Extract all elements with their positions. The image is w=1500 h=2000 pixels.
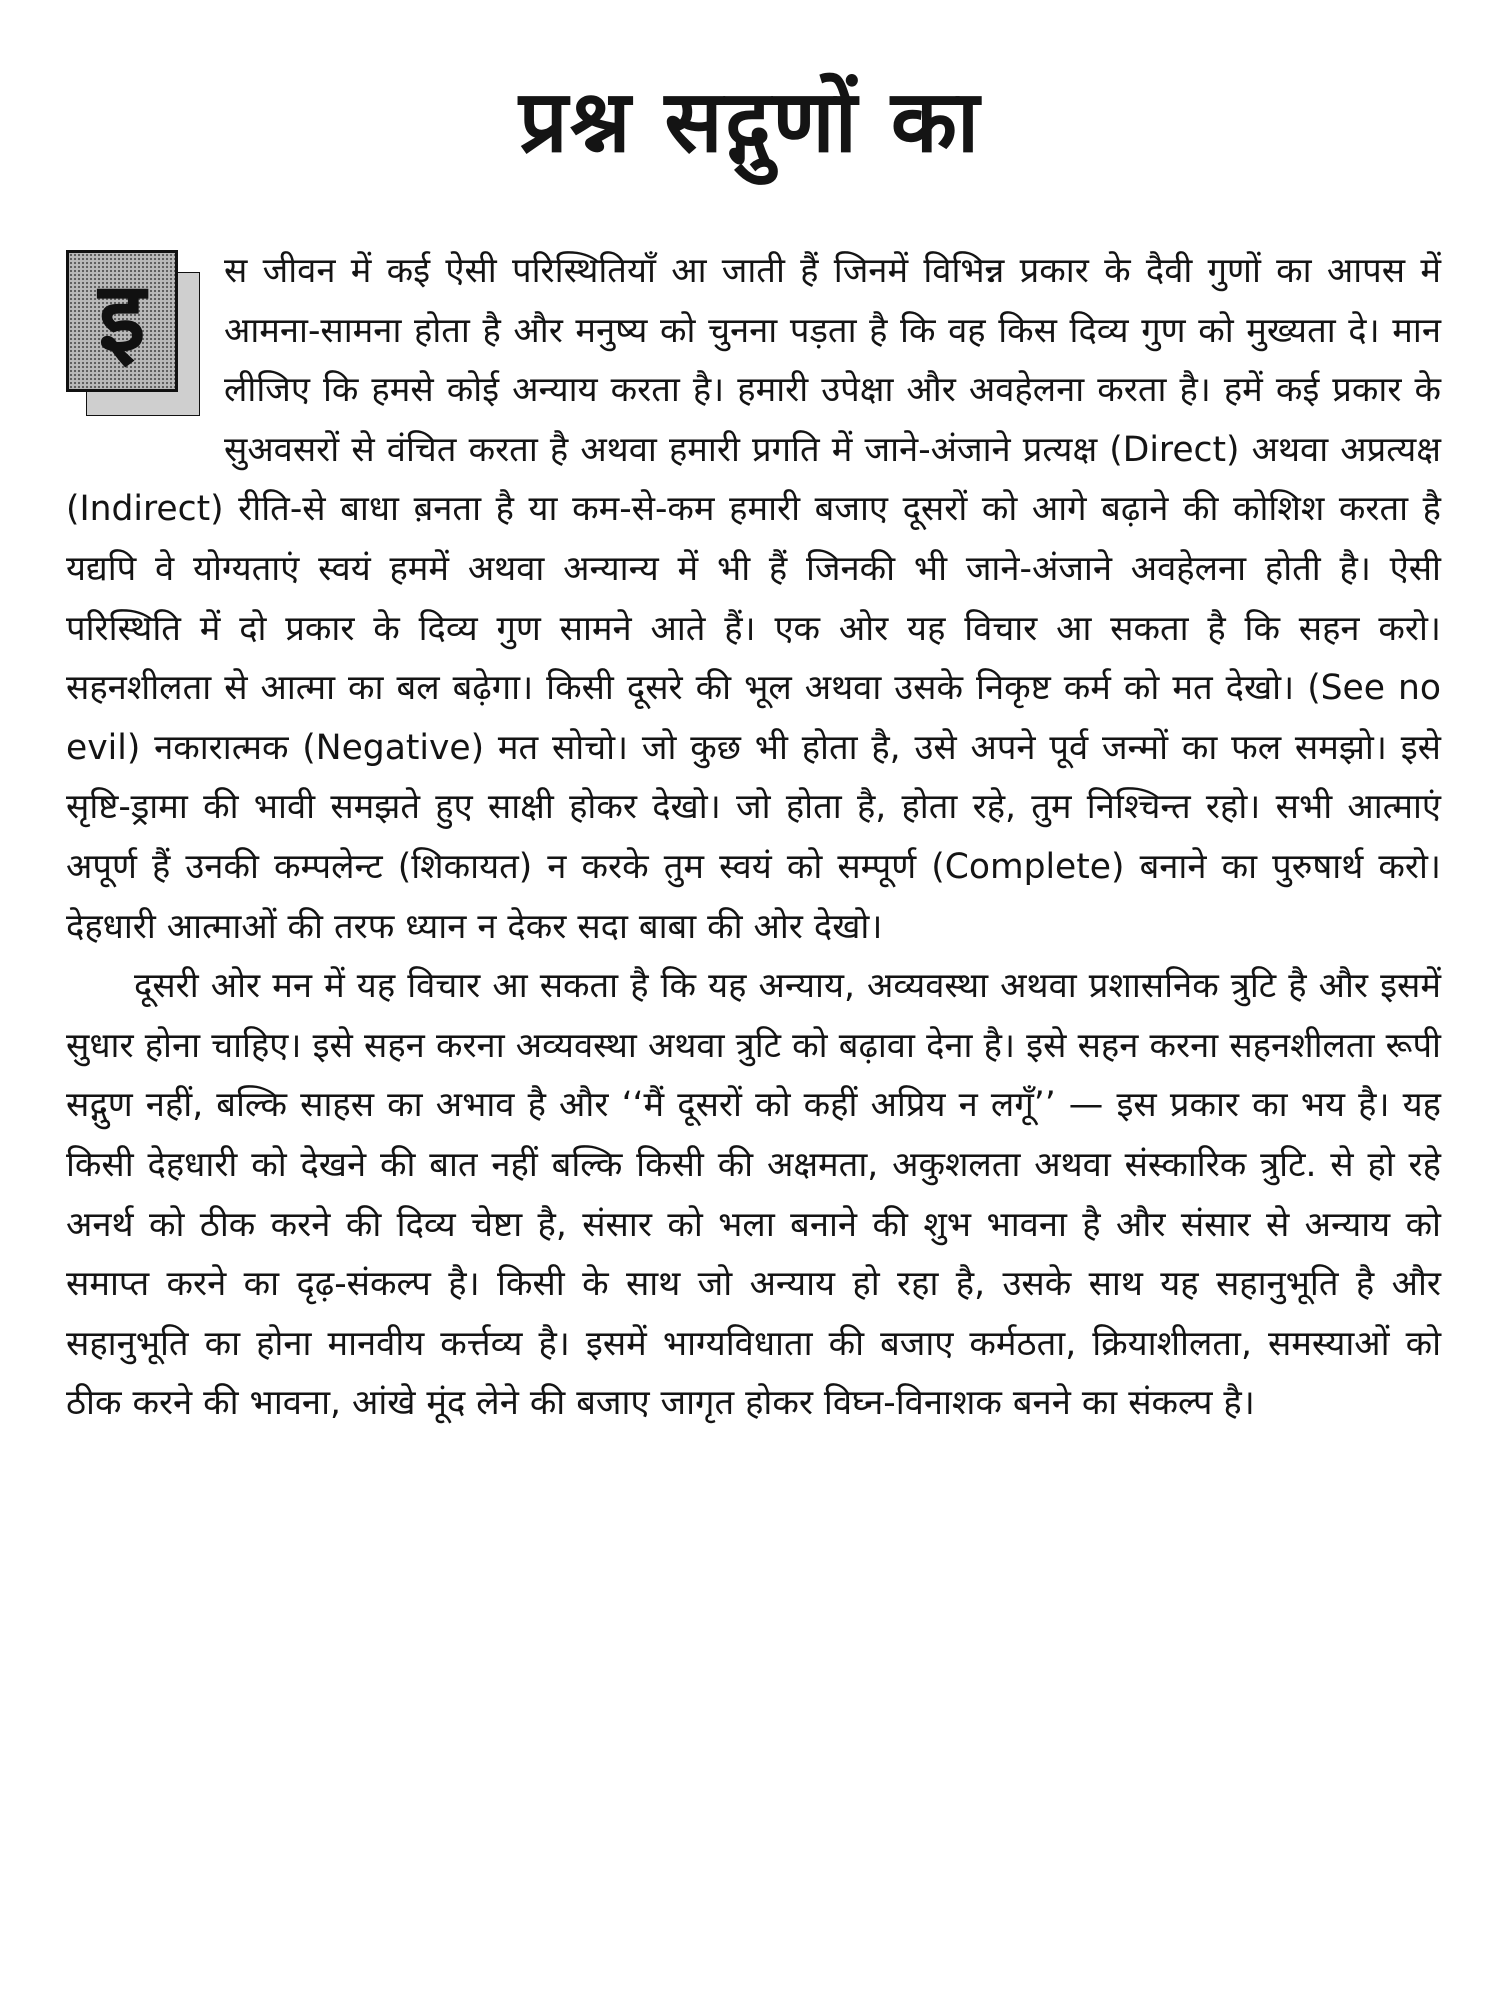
drop-cap-letter: इ <box>98 261 146 373</box>
paragraph-1 <box>66 242 1441 957</box>
paragraph-2-text: दूसरी ओर मन में यह विचार आ सकता है कि यह अन्याय, अव्यवस्था अथवा प्रशासनिक त्रुटि है और इसमें सुधार होना चाहिए। इसे सहन करना अव्यवस्था अथवा त्रुटि को बढ़ावा देना है। इसे सहन करना सहनशीलता रूपी सद्गुण नहीं, बल्कि साहस का अभाव है और ‘‘मैं दूसरों को कहीं अप्रिय न लगूँ’’ — इस प्रकार का भय है। यह किसी देहधारी को देखने की बात नहीं बल्कि किसी की अक्षमता, अकुशलता अथवा संस्कारिक त्रुटि. से हो रहे अनर्थ को ठीक करने की दिव्य चेष्टा है, संसार को भला बनाने की शुभ भावना है और संसार से अन्याय को समाप्त करने का दृढ़-संकल्प है। किसी के साथ जो अन्याय हो रहा है, उसके साथ यह सहानुभूति है और सहानुभूति का होना मानवीय कर्त्तव्य है। इसमें भाग्यविधाता की बजाए कर्मठता, क्रियाशीलता, समस्याओं को ठीक करने की भावना, आंखे मूंद लेने की बजाए जागृत होकर विघ्न-विनाशक बनने का संकल्प है। <box>66 966 1441 1424</box>
paragraph-1-text: स जीवन में कई ऐसी परिस्थितियाँ आ जाती हैं जिनमें विभिन्न प्रकार के दैवी गुणों का आपस में आमना-सामना होता है और मनुष्य को चुनना पड़ता है कि वह किस दिव्य गुण को मुख्यता दे। मान लीजिए कि हमसे कोई अन्याय करता है। हमारी उपेक्षा और अवहेलना करता है। हमें कई प्रकार के सुअवसरों से वंचित करता है अथवा हमारी प्रगति में जाने-अंजाने प्रत्यक्ष (Direct) अथवा अप्रत्यक्ष (Indirect) रीति-से बाधा ब़नता है या कम-से-कम हमारी बजाए दूसरों को आगे बढ़ाने की कोशिश करता है यद्यपि वे योग्यताएं स्वयं हममें अथवा अन्यान्य में भी हैं जिनकी भी जाने-अंजाने अवहेलना होती है। ऐसी परिस्थिति में दो प्रकार के दिव्य गुण सामने आते हैं। एक ओर यह विचार आ सकता है कि सहन करो। सहनशीलता से आत्मा का बल बढ़ेगा। किसी दूसरे की भूल अथवा उसके निकृष्ट कर्म को मत देखो। (See no evil) नकारात्मक (Negative) मत सोचो। जो कुछ भी होता है, उसे अपने पूर्व जन्मों का फल समझो। इसे सृष्टि-ड्रामा की भावी समझते हुए साक्षी होकर देखो। जो होता है, होता रहे, तुम निश्चिन्त रहो। सभी आत्माएं अपूर्ण हैं उनकी कम्पलेन्ट (शिकायत) न करके तुम स्वयं को सम्पूर्ण (Complete) बनाने का पुरुषार्थ करो। देहधारी आत्माओं की तरफ ध्यान न देकर सदा बाबा की ओर देखो। <box>66 251 1441 947</box>
drop-cap-box <box>66 250 178 392</box>
article-body <box>66 242 1441 1434</box>
drop-cap <box>66 250 202 416</box>
page-title: प्रश्न सद्गुणों का <box>518 72 982 172</box>
paragraph-2 <box>66 957 1441 1434</box>
